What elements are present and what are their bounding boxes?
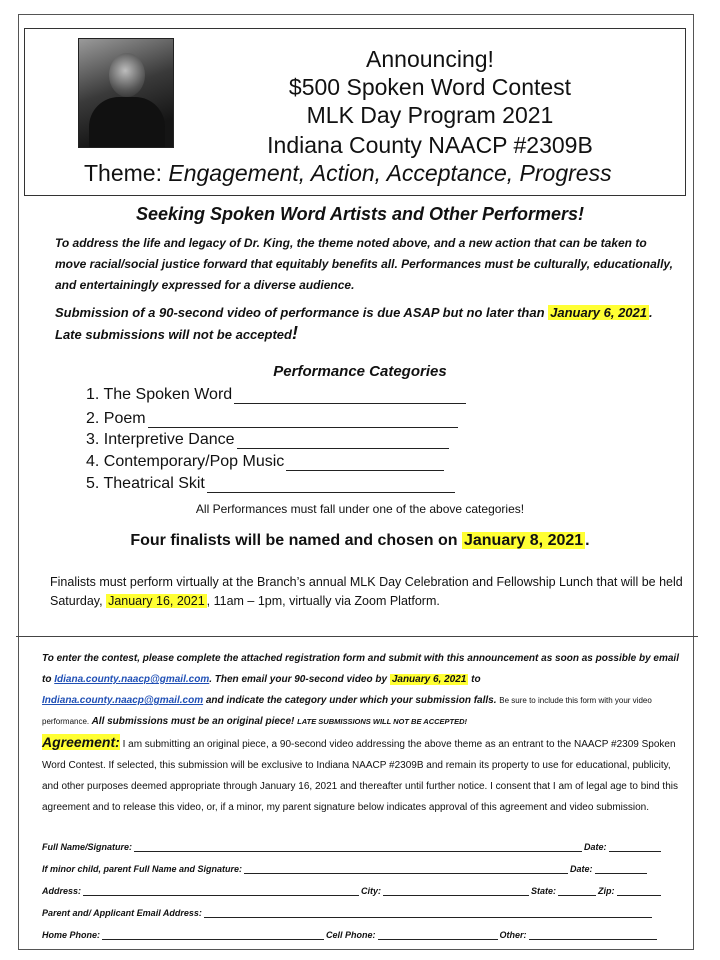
- category-item: [86, 453, 444, 471]
- category-label: 1. The Spoken Word: [86, 386, 233, 403]
- other-field[interactable]: [529, 930, 657, 940]
- celebration-details: , 11am – 1pm, virtually via Zoom Platform.: [206, 594, 440, 608]
- cell-phone-label: Cell Phone:: [326, 930, 376, 940]
- submission-deadline: January 6, 2021: [550, 305, 647, 320]
- seeking-heading: Seeking Spoken Word Artists and Other Performers!: [135, 204, 585, 224]
- home-phone-label: Home Phone:: [42, 930, 101, 940]
- date-field[interactable]: [609, 842, 661, 852]
- full-name-label: Full Name/Signature:: [42, 842, 133, 852]
- agreement-label: Agreement:: [42, 734, 120, 750]
- category-item: [86, 386, 466, 404]
- category-item: [86, 475, 455, 493]
- submission-paragraph: [55, 302, 680, 345]
- finalists-date: January 8, 2021: [463, 532, 584, 549]
- announcing-heading: Announcing!: [366, 46, 494, 72]
- form-row-parent: [42, 864, 687, 874]
- parent-name-label: If minor child, parent Full Name and Signature:: [42, 864, 243, 874]
- email-link-1[interactable]: Idiana.county.naacp@gmail.com: [54, 674, 210, 685]
- contest-heading: $500 Spoken Word Contest: [288, 74, 572, 100]
- entry-text-2: . Then email your 90-second video by: [209, 674, 388, 685]
- program-heading: MLK Day Program 2021: [306, 102, 554, 128]
- parent-name-field[interactable]: [244, 864, 568, 874]
- email-link-2[interactable]: Indiana.county.naacp@gmail.com: [42, 695, 204, 706]
- late-warning: LATE SUBMISSIONS WILL NOT BE ACCEPTED!: [297, 717, 468, 726]
- parent-date-label: Date:: [570, 864, 593, 874]
- state-field[interactable]: [558, 886, 596, 896]
- entry-deadline: January 6, 2021: [391, 674, 467, 685]
- finalists-perform-paragraph: [50, 573, 690, 611]
- category-label: 4. Contemporary/Pop Music: [86, 453, 285, 470]
- email-field[interactable]: [204, 908, 652, 918]
- category-line: [207, 480, 455, 493]
- category-label: 5. Theatrical Skit: [86, 475, 205, 492]
- category-label: 3. Interpretive Dance: [86, 431, 235, 448]
- categories-title: Performance Categories: [273, 363, 447, 380]
- entry-text-1: To enter the contest, please complete the attached registration form and submit with this announcement as soon as possible by email to: [42, 653, 679, 685]
- address-field[interactable]: [83, 886, 359, 896]
- celebration-date: January 16, 2021: [108, 594, 205, 608]
- zip-label: Zip:: [598, 886, 615, 896]
- other-label: Other:: [499, 930, 527, 940]
- theme-value: Engagement, Action, Acceptance, Progress: [168, 160, 612, 186]
- category-line: [237, 436, 449, 449]
- finalists-perform-text: Finalists must perform virtually at the Branch’s annual MLK Day Celebration and Fellowship Lunch that will be held Saturday,: [50, 575, 683, 608]
- category-line: [286, 458, 444, 471]
- entry-text-5: Be sure to include this form with your video performance.: [42, 696, 652, 726]
- category-item: [86, 431, 449, 449]
- form-row-email: [42, 908, 687, 918]
- portrait-robe: [89, 97, 165, 148]
- address-label: Address:: [42, 886, 82, 896]
- cell-phone-field[interactable]: [378, 930, 498, 940]
- finalists-named-end: .: [585, 532, 590, 549]
- portrait-head: [109, 53, 145, 97]
- date-label: Date:: [584, 842, 607, 852]
- finalists-named: [0, 532, 720, 550]
- theme-line: [84, 160, 612, 187]
- theme-label: Theme:: [84, 160, 162, 186]
- entry-instructions: [42, 648, 687, 818]
- entry-text-6: All submissions must be an original piece!: [91, 716, 295, 727]
- section-divider: [16, 636, 698, 637]
- form-row-phone: [42, 930, 687, 940]
- city-label: City:: [361, 886, 382, 896]
- late-notice: . Late submissions will not be accepted: [55, 305, 653, 342]
- all-performances-note: All Performances must fall under one of the above categories!: [195, 502, 525, 516]
- zip-field[interactable]: [617, 886, 661, 896]
- mlk-photo: [78, 38, 174, 148]
- chapter-heading: Indiana County NAACP #2309B: [267, 132, 593, 158]
- intro-paragraph: To address the life and legacy of Dr. King, the theme noted above, and a new action that can be taken to move racial/social justice forward that equitably benefits all. Performances must be culturally, educationally, and entertainingly expressed for a diverse audience.: [55, 236, 673, 292]
- late-notice-bang: !: [291, 323, 298, 343]
- entry-text-3: to: [471, 674, 481, 685]
- email-label: Parent and/ Applicant Email Address:: [42, 908, 202, 918]
- category-line: [234, 391, 466, 404]
- agreement-text: I am submitting an original piece, a 90-second video addressing the above theme as an entrant to the NAACP #2309 Spoken Word Contest. If selected, this submission will be exclusive to Indiana NAACP #2309B and remain its property to use for educational, publicity, and other purposes deemed appropriate through January 16, 2021 and thereafter until further notice. I consent that I am of legal age to bind this agreement and to release this video, or, if a minor, my parent signature below indicates approval of this agreement and video submission.: [42, 739, 678, 813]
- city-field[interactable]: [383, 886, 529, 896]
- entry-text-4: and indicate the category under which your submission falls.: [205, 695, 497, 706]
- submission-text: Submission of a 90-second video of performance is due ASAP but no later than: [55, 305, 545, 320]
- finalists-named-text: Four finalists will be named and chosen on: [130, 532, 458, 549]
- parent-date-field[interactable]: [595, 864, 647, 874]
- category-label: 2. Poem: [86, 410, 146, 427]
- category-item: [86, 410, 458, 428]
- full-name-field[interactable]: [134, 842, 582, 852]
- home-phone-field[interactable]: [102, 930, 324, 940]
- category-line: [148, 415, 458, 428]
- form-row-name: [42, 842, 687, 852]
- state-label: State:: [531, 886, 557, 896]
- form-row-address: [42, 886, 687, 896]
